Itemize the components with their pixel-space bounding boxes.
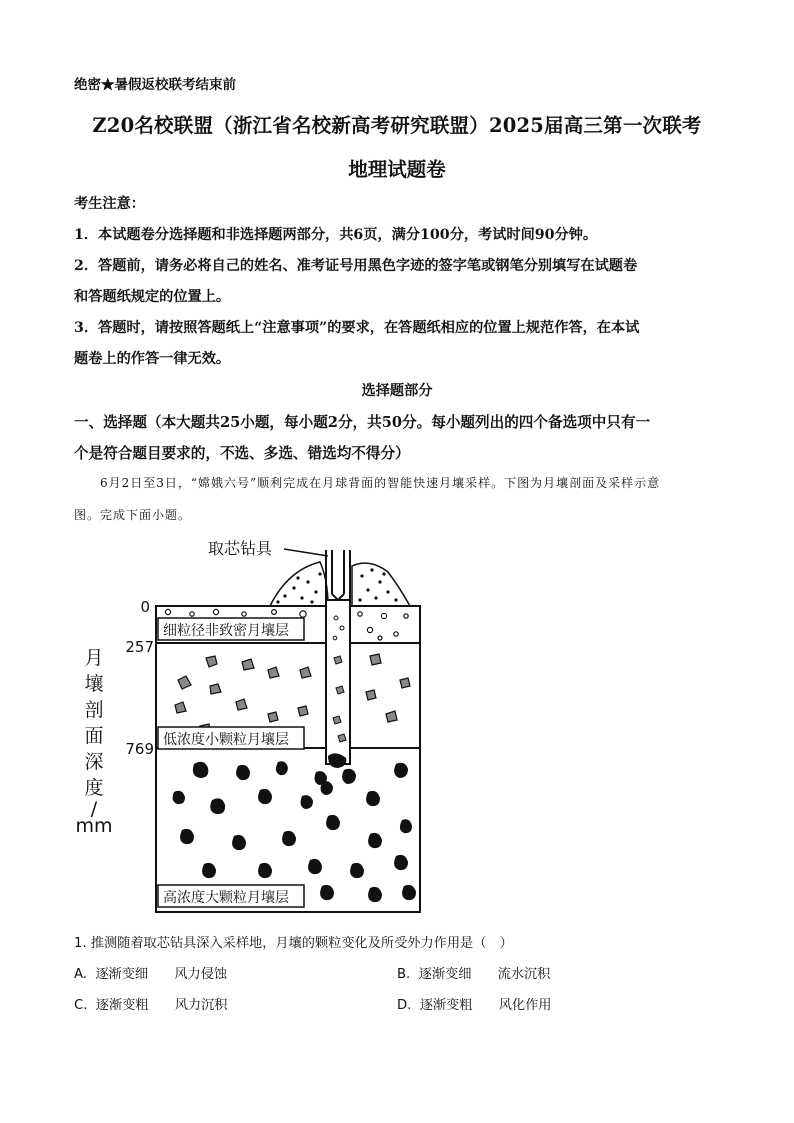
option-text-2: 流水沉积 bbox=[497, 967, 551, 982]
svg-text:月: 月 bbox=[84, 647, 104, 669]
option-text-2: 风化作用 bbox=[498, 998, 552, 1013]
option-letter: C. bbox=[74, 998, 88, 1013]
profile-frame bbox=[156, 606, 420, 912]
exam-title: Z20名校联盟（浙江省名校新高考研究联盟）2025届高三第一次联考 bbox=[92, 114, 702, 137]
lunar-soil-profile-figure bbox=[70, 530, 450, 925]
drill-label-pointer bbox=[284, 549, 328, 556]
depth-tick-0: 0 bbox=[140, 598, 150, 616]
option-letter: D. bbox=[397, 998, 412, 1013]
svg-text:剖: 剖 bbox=[84, 699, 104, 721]
layer-label-fine: 细粒径非致密月壤层 bbox=[163, 623, 289, 639]
option-text-2: 风力侵蚀 bbox=[174, 967, 228, 982]
confidential-header: 绝密★暑假返校联考结束前 bbox=[74, 77, 236, 93]
option-a[interactable] bbox=[74, 963, 227, 982]
question-intro-cont: 图。完成下面小题。 bbox=[74, 508, 192, 522]
svg-text:度: 度 bbox=[84, 777, 104, 799]
part-instructions: 一、选择题（本大题共25小题，每小题2分，共50分。每小题列出的四个备选项中只有一 bbox=[74, 414, 651, 431]
notice-item-2-cont: 和答题纸规定的位置上。 bbox=[74, 289, 231, 305]
soil-mound-left bbox=[270, 562, 328, 606]
layer-label-small: 低浓度小颗粒月壤层 bbox=[163, 732, 289, 748]
question-1-stem: 1. 推测随着取芯钻具深入采样地，月壤的颗粒变化及所受外力作用是（ ） bbox=[74, 936, 513, 951]
option-c[interactable] bbox=[74, 994, 228, 1013]
svg-text:/: / bbox=[90, 798, 98, 820]
part-instructions-cont: 个是符合题目要求的，不选、多选、错选均不得分） bbox=[74, 445, 410, 462]
notice-item-3: 3．答题时，请按照答题纸上“注意事项”的要求，在答题纸相应的位置上规范作答，在本试 bbox=[74, 320, 640, 336]
notice-item-3-cont: 题卷上的作答一律无效。 bbox=[74, 351, 231, 367]
option-text-1: 逐渐变细 bbox=[95, 967, 149, 982]
option-text-1: 逐渐变粗 bbox=[95, 998, 149, 1013]
svg-text:面: 面 bbox=[84, 725, 104, 747]
depth-tick-257: 257 bbox=[125, 638, 154, 656]
section-title: 选择题部分 bbox=[361, 383, 433, 399]
svg-text:壤: 壤 bbox=[84, 673, 104, 695]
depth-tick-769: 769 bbox=[125, 740, 154, 758]
option-text-1: 逐渐变粗 bbox=[419, 998, 473, 1013]
option-b[interactable] bbox=[397, 963, 550, 982]
notice-item-2: 2．答题前，请务必将自己的姓名、准考证号用黑色字迹的签字笔或钢笔分别填写在试题卷 bbox=[74, 258, 638, 274]
exam-subject-title: 地理试题卷 bbox=[348, 158, 446, 181]
option-text-2: 风力沉积 bbox=[174, 998, 228, 1013]
option-letter: A. bbox=[74, 967, 87, 982]
depth-axis-label bbox=[75, 647, 112, 837]
question-intro: 6月2日至3日，“嫦娥六号”顺利完成在月球背面的智能快速月壤采样。下图为月壤剖面及采样示意 bbox=[100, 476, 661, 490]
core-drill bbox=[326, 550, 350, 768]
option-text-1: 逐渐变细 bbox=[418, 967, 472, 982]
notice-heading: 考生注意： bbox=[74, 196, 145, 212]
option-d[interactable] bbox=[397, 994, 551, 1013]
notice-item-1: 1．本试题卷分选择题和非选择题两部分，共6页，满分100分，考试时间90分钟。 bbox=[74, 227, 598, 243]
layer-label-large: 高浓度大颗粒月壤层 bbox=[163, 890, 289, 906]
svg-text:深: 深 bbox=[84, 751, 104, 773]
svg-text:mm: mm bbox=[75, 815, 113, 837]
drill-label: 取芯钻具 bbox=[207, 539, 273, 558]
option-letter: B. bbox=[397, 967, 411, 982]
